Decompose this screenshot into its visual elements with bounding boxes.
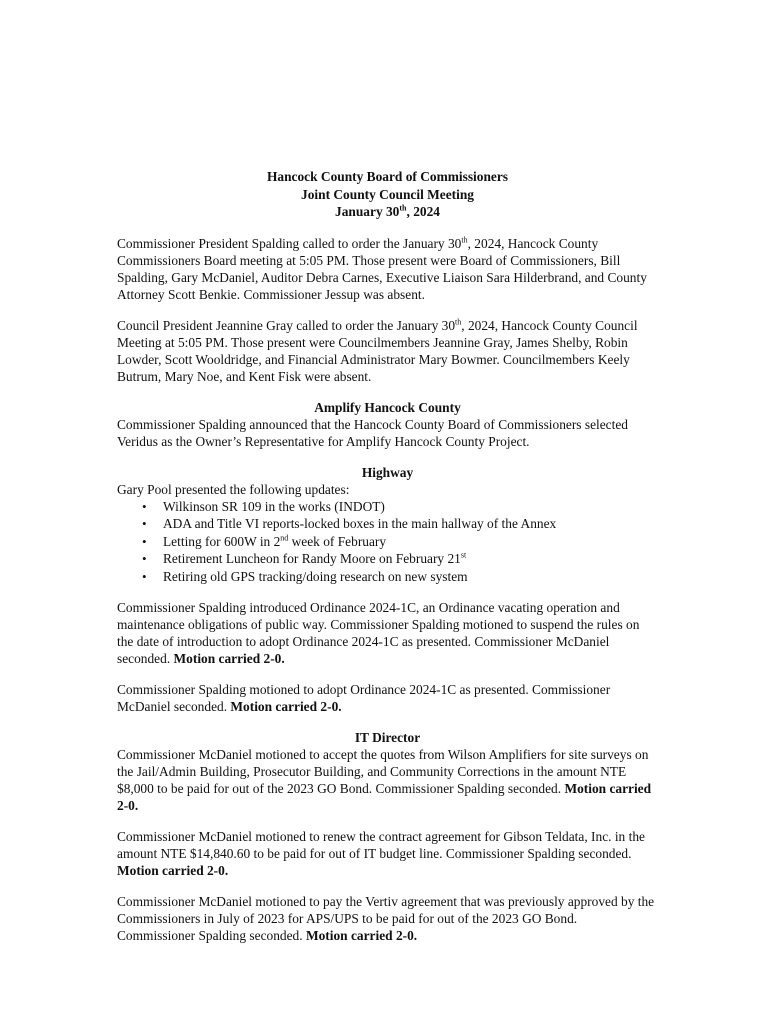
list-item-text: Retirement Luncheon for Randy Moore on February 21 (163, 551, 461, 566)
ordinal-suffix: nd (280, 533, 289, 543)
ordinal-suffix: th (455, 317, 462, 327)
motion-result: Motion carried 2-0. (305, 928, 418, 943)
title-date (117, 203, 658, 221)
section-highway (117, 464, 658, 586)
highway-updates-list (117, 498, 658, 586)
amplify-text: Commissioner Spalding announced that the Hancock County Board of Commissioners selected Veridus as the Owner’s Representative for Amplify Hancock County Project. (117, 416, 628, 449)
it-gibson-contract (117, 828, 658, 879)
list-item-text: week of February (288, 533, 387, 549)
heading-amplify: Amplify Hancock County (314, 399, 461, 415)
motion-result: Motion carried 2-0. (173, 651, 285, 666)
highway-ordinance-intro (117, 599, 658, 667)
list-item (163, 550, 658, 568)
ordinal-suffix: th (461, 235, 468, 245)
date-text: January 30 (335, 204, 400, 219)
paragraph-text: , 2024, Hancock County Commissioners Board meeting at 5:05 PM. Those present were Board of Commissioners, Bill Spalding, Gary McDaniel, Auditor Debra Carnes, Executive Liaison Sara Hilderbrand, and County Attorney Scott Benkie. Commissioner Jessup was absent. (117, 235, 647, 302)
list-item: • ADA and Title VI reports-locked boxes in the main hallway of the Annex (163, 515, 658, 533)
heading-highway: Highway (361, 464, 414, 480)
date-year: , 2024 (406, 204, 440, 219)
heading-it-director: IT Director (354, 730, 421, 745)
it-wilson-quotes (117, 746, 658, 814)
paragraph-text: Commissioner McDaniel motioned to pay the Vertiv agreement that was previously approved by the Commissioners in July of 2023 for APS/UPS to be paid for out of the 2023 GO Bond. Commissioner Spalding seconded. (117, 894, 655, 943)
paragraph-text: Council President Jeannine Gray called to order the January 30 (117, 317, 456, 333)
it-vertiv-agreement (117, 893, 658, 944)
ordinal-suffix: st (460, 550, 467, 560)
highway-intro: Gary Pool presented the following updates: (117, 481, 350, 497)
motion-result: Motion carried 2-0. (230, 699, 342, 714)
list-item: • Retiring old GPS tracking/doing research on new system (163, 568, 658, 586)
list-item: • Wilkinson SR 109 in the works (INDOT) (163, 498, 658, 516)
paragraph-text: Commissioner Spalding introduced Ordinance 2024-1C, an Ordinance vacating operation and maintenance obligations of public way. Commissioner Spalding motioned to suspend the rules on the date of introduction to adopt Ordinance 2024-1C as presented. Commissioner McDaniel seconded. (117, 600, 640, 666)
title-meeting: Joint County Council Meeting (301, 186, 474, 202)
title-board: Hancock County Board of Commissioners (266, 169, 509, 184)
motion-result: Motion carried 2-0. (117, 863, 229, 878)
paragraph-text: Commissioner McDaniel motioned to renew the contract agreement for Gibson Teldata, Inc. in the amount NTE $14,840.60 to be paid for out of IT budget line. Commissioner Spalding seconded. (117, 829, 645, 861)
motion-result: Motion carried 2-0. (117, 781, 652, 813)
section-amplify (117, 399, 658, 450)
council-call-to-order (117, 317, 658, 385)
document-title-block (117, 168, 658, 221)
paragraph-text: Commissioner Spalding motioned to adopt Ordinance 2024-1C as presented. Commissioner McDaniel seconded. (117, 682, 611, 714)
paragraph-text: Commissioner President Spalding called to order the January 30 (117, 235, 462, 251)
commissioners-call-to-order (117, 235, 658, 303)
list-item-text: Letting for 600W in 2 (163, 533, 281, 549)
date-suffix: th (399, 203, 407, 213)
highway-ordinance-adopt (117, 681, 658, 715)
paragraph-text: , 2024, Hancock County Council Meeting at 5:05 PM. Those present were Councilmembers Jeannine Gray, James Shelby, Robin Lowder, Scott Wooldridge, and Financial Administrator Mary Bowmer. Councilmembers Keely Butrum, Mary Noe, and Kent Fisk were absent. (117, 317, 638, 384)
list-item (163, 533, 658, 551)
paragraph-text: Commissioner McDaniel motioned to accept the quotes from Wilson Amplifiers for site surveys on the Jail/Admin Building, Prosecutor Building, and Community Corrections in the amount NTE $8,000 to be paid for out of the 2023 GO Bond. Commissioner Spalding seconded. (117, 747, 649, 796)
